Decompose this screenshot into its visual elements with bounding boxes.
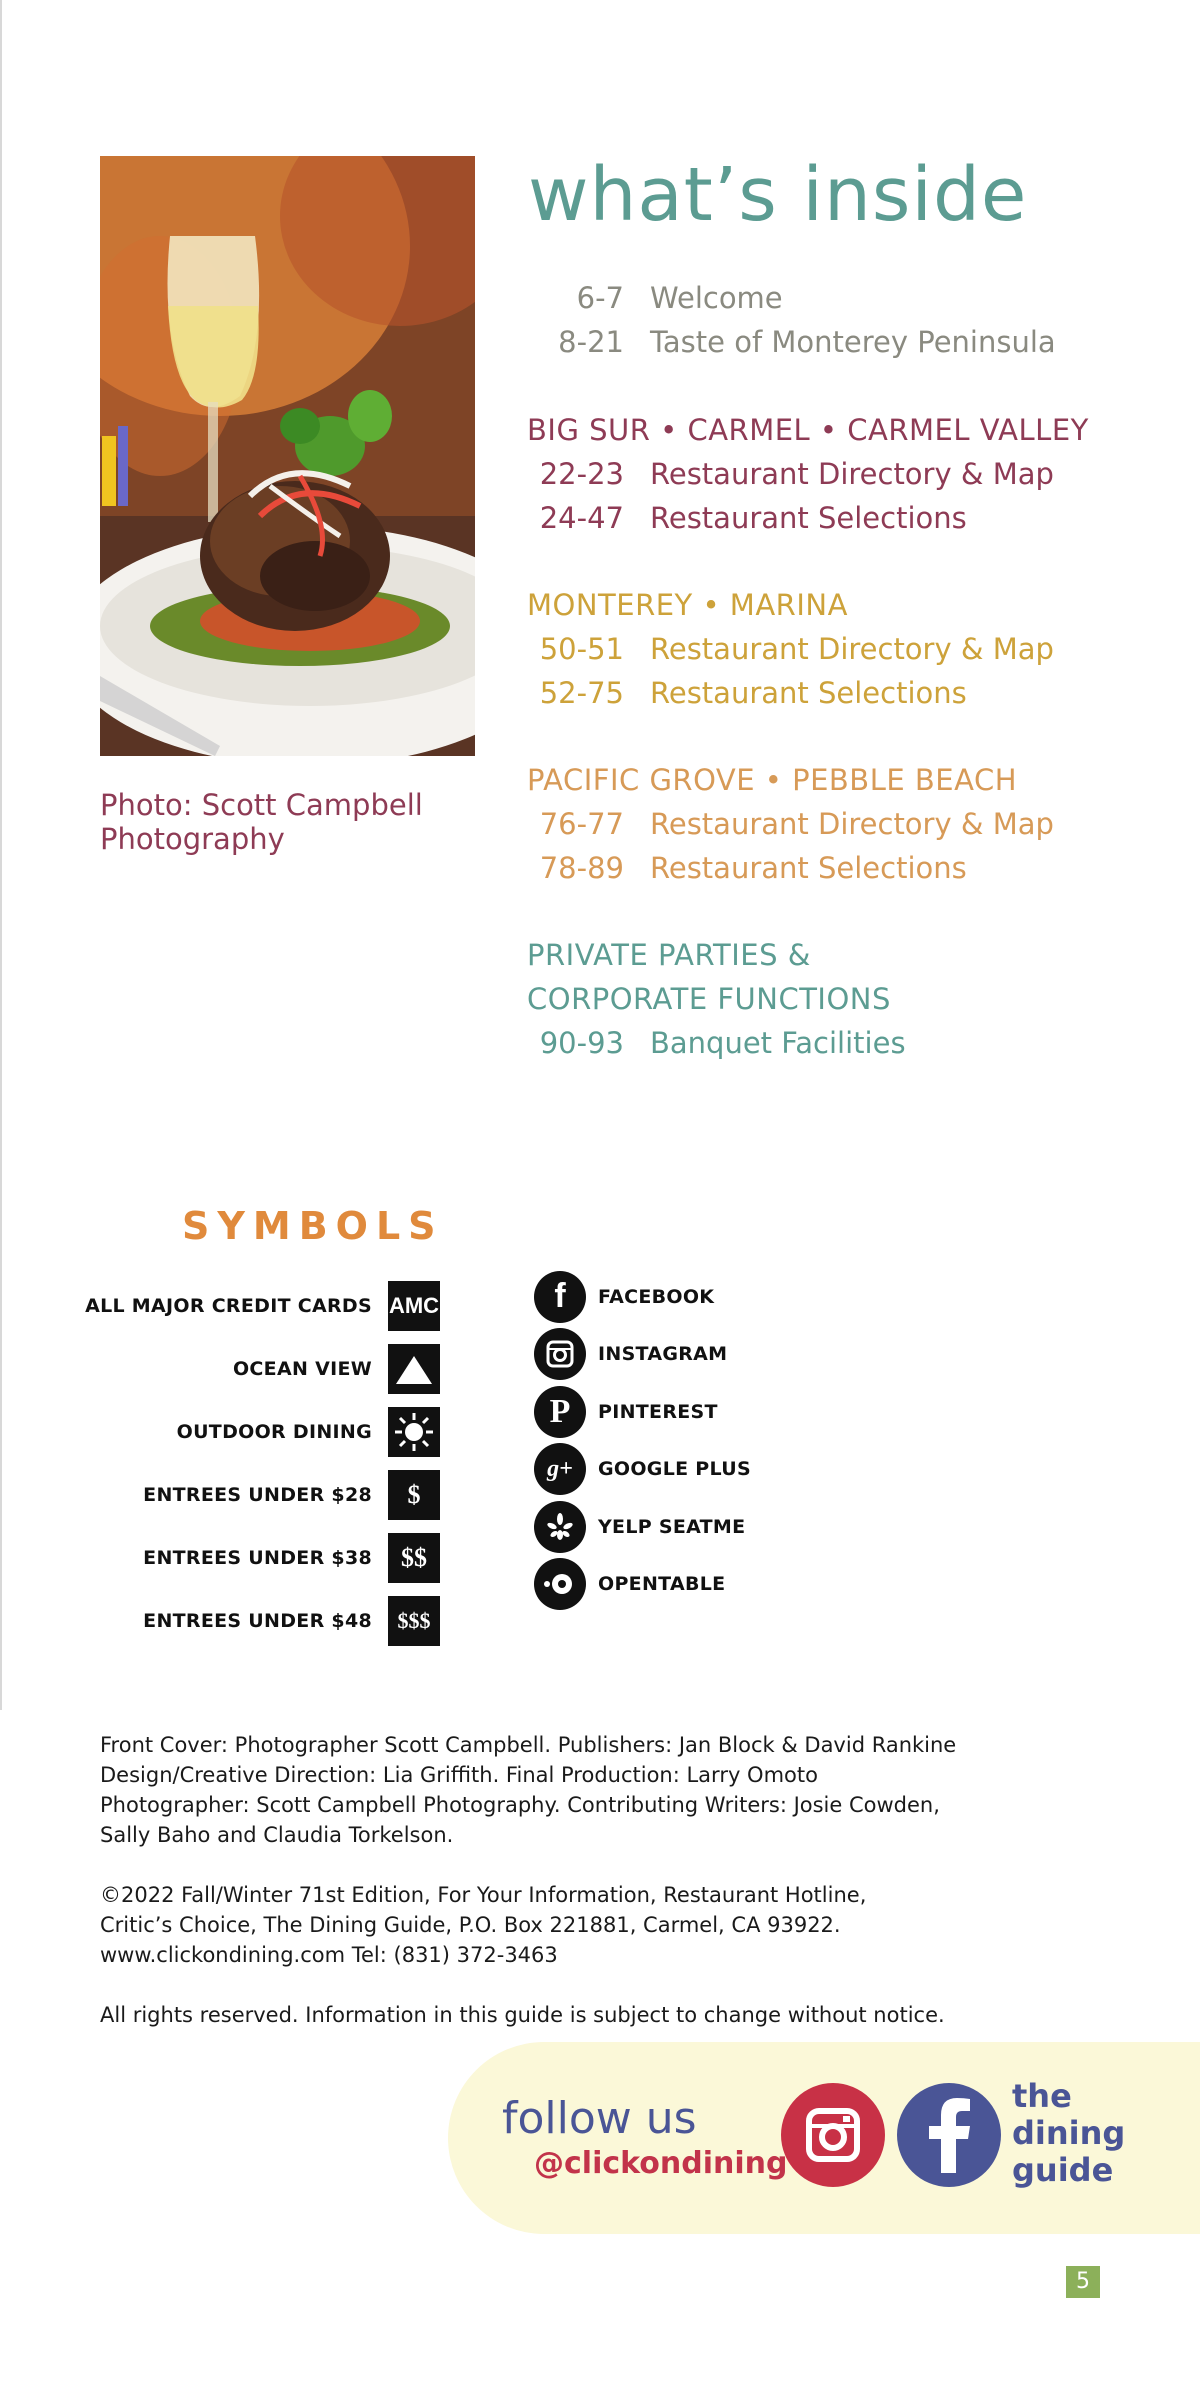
social-row: [534, 1498, 834, 1556]
toc-monterey-section: [527, 583, 1147, 715]
social-row: [534, 1326, 834, 1384]
toc-entry: [527, 802, 1147, 846]
toc-big-sur-section: [527, 408, 1147, 540]
toc-entry: [527, 627, 1147, 671]
symbol-label: OCEAN VIEW: [232, 1357, 372, 1380]
toc-pages: 24-47: [539, 501, 624, 535]
symbol-row: [60, 1400, 440, 1463]
toc-entry: [527, 496, 1147, 540]
sun-icon: [388, 1407, 440, 1457]
credits-line: Photographer: Scott Campbell Photography. Contributing Writers: Josie Cowden,: [100, 1793, 940, 1817]
toc-welcome-section: [527, 276, 1147, 364]
toc-pages: 90-93: [539, 1026, 624, 1060]
credits-line: Front Cover: Photographer Scott Campbell. Publishers: Jan Block & David Rankine: [100, 1733, 957, 1757]
social-handle[interactable]: @clickondining: [534, 2146, 788, 2181]
rights-line: All rights reserved. Information in this guide is subject to change without notice.: [100, 2003, 945, 2027]
toc-label: Restaurant Selections: [650, 676, 967, 710]
toc-section-heading: PACIFIC GROVE • PEBBLE BEACH: [527, 763, 1018, 797]
toc-section-heading: MONTEREY • MARINA: [527, 588, 848, 622]
toc-pages: 50-51: [539, 632, 624, 666]
social-row: [534, 1383, 834, 1441]
toc-section-heading: BIG SUR • CARMEL • CARMEL VALLEY: [527, 413, 1089, 447]
logo-word: the: [1012, 2077, 1072, 2115]
credits-paragraph: [100, 1730, 1100, 1850]
google-plus-icon: g+: [534, 1443, 586, 1495]
yelp-icon: [534, 1501, 586, 1553]
toc-label: Restaurant Directory & Map: [650, 457, 1054, 491]
symbols-legend-left: [60, 1274, 440, 1652]
instagram-badge-icon[interactable]: [781, 2083, 885, 2187]
toc-label: Taste of Monterey Peninsula: [650, 325, 1056, 359]
social-label: YELP SEATME: [598, 1515, 746, 1538]
symbol-label: ENTREES UNDER $28: [143, 1483, 372, 1506]
toc-pages: 6-7: [576, 281, 624, 315]
credit-cards-icon: AMC: [388, 1281, 440, 1331]
opentable-icon: [534, 1558, 586, 1610]
symbol-row: [60, 1274, 440, 1337]
toc-pages: 22-23: [539, 457, 624, 491]
symbols-title: SYMBOLS: [182, 1204, 444, 1248]
social-row: [534, 1268, 834, 1326]
website-line: www.clickondining.com Tel: (831) 372-3463: [100, 1943, 558, 1967]
page-edge-line: [0, 0, 2, 1710]
toc-pages: 8-21: [558, 325, 624, 359]
symbol-label: OUTDOOR DINING: [176, 1420, 372, 1443]
pinterest-icon: P: [534, 1386, 586, 1438]
toc-label: Restaurant Directory & Map: [650, 632, 1054, 666]
toc-pages: 76-77: [539, 807, 624, 841]
toc-entry: [527, 276, 1147, 320]
credits-line: Sally Baho and Claudia Torkelson.: [100, 1823, 454, 1847]
social-label: INSTAGRAM: [598, 1343, 728, 1366]
photo-credit: Photo: Scott Campbell Photography: [100, 788, 423, 856]
follow-us-text: follow us: [502, 2093, 697, 2144]
symbol-label: ALL MAJOR CREDIT CARDS: [85, 1294, 372, 1317]
toc-entry: [527, 846, 1147, 890]
toc-label: Welcome: [650, 281, 783, 315]
logo-word: dining: [1012, 2114, 1126, 2152]
social-label: GOOGLE PLUS: [598, 1458, 751, 1481]
social-row: [534, 1556, 834, 1614]
credits-line: Design/Creative Direction: Lia Griffith. Final Production: Larry Omoto: [100, 1763, 818, 1787]
symbol-label: ENTREES UNDER $48: [143, 1609, 372, 1632]
toc-pages: 52-75: [539, 676, 624, 710]
double-dollar-icon: $$: [388, 1533, 440, 1583]
toc-section-heading: CORPORATE FUNCTIONS: [527, 982, 891, 1016]
dining-guide-logo: [1012, 2078, 1125, 2189]
copyright-line: ©2022 Fall/Winter 71st Edition, For Your Information, Restaurant Hotline,: [100, 1883, 867, 1907]
copyright-line: Critic’s Choice, The Dining Guide, P.O. Box 221881, Carmel, CA 93922.: [100, 1913, 841, 1937]
toc-section-heading: PRIVATE PARTIES &: [527, 938, 811, 972]
food-photo: [100, 156, 475, 756]
page-title: what’s inside: [528, 152, 1028, 238]
toc-entry: [527, 320, 1147, 364]
toc-label: Restaurant Selections: [650, 501, 967, 535]
toc-label: Restaurant Directory & Map: [650, 807, 1054, 841]
toc-private-parties-section: [527, 933, 1147, 1065]
logo-word: guide: [1012, 2151, 1114, 2189]
toc-entry: [527, 452, 1147, 496]
social-label: FACEBOOK: [598, 1285, 715, 1308]
triple-dollar-icon: $$$: [388, 1596, 440, 1646]
dollar-icon: $: [388, 1470, 440, 1520]
symbol-row: [60, 1337, 440, 1400]
symbol-label: ENTREES UNDER $38: [143, 1546, 372, 1569]
social-label: PINTEREST: [598, 1400, 718, 1423]
social-row: [534, 1441, 834, 1499]
symbol-row: [60, 1589, 440, 1652]
food-photo-illustration: [100, 156, 475, 756]
facebook-badge-icon[interactable]: [897, 2083, 1001, 2187]
copyright-paragraph: [100, 1880, 1100, 1970]
social-label: OPENTABLE: [598, 1573, 726, 1596]
ocean-view-icon: [388, 1344, 440, 1394]
credits-block: [100, 1730, 1100, 2060]
symbol-row: [60, 1526, 440, 1589]
symbol-row: [60, 1463, 440, 1526]
rights-paragraph: [100, 2000, 1100, 2030]
toc-pages: 78-89: [539, 851, 624, 885]
instagram-icon: [534, 1328, 586, 1380]
toc-label: Banquet Facilities: [650, 1026, 906, 1060]
toc-pacific-grove-section: [527, 758, 1147, 890]
toc-entry: [527, 671, 1147, 715]
toc-entry: [527, 1021, 1147, 1065]
toc-label: Restaurant Selections: [650, 851, 967, 885]
page-number: 5: [1066, 2266, 1100, 2298]
facebook-icon: f: [534, 1271, 586, 1323]
symbols-legend-right: [534, 1268, 834, 1613]
